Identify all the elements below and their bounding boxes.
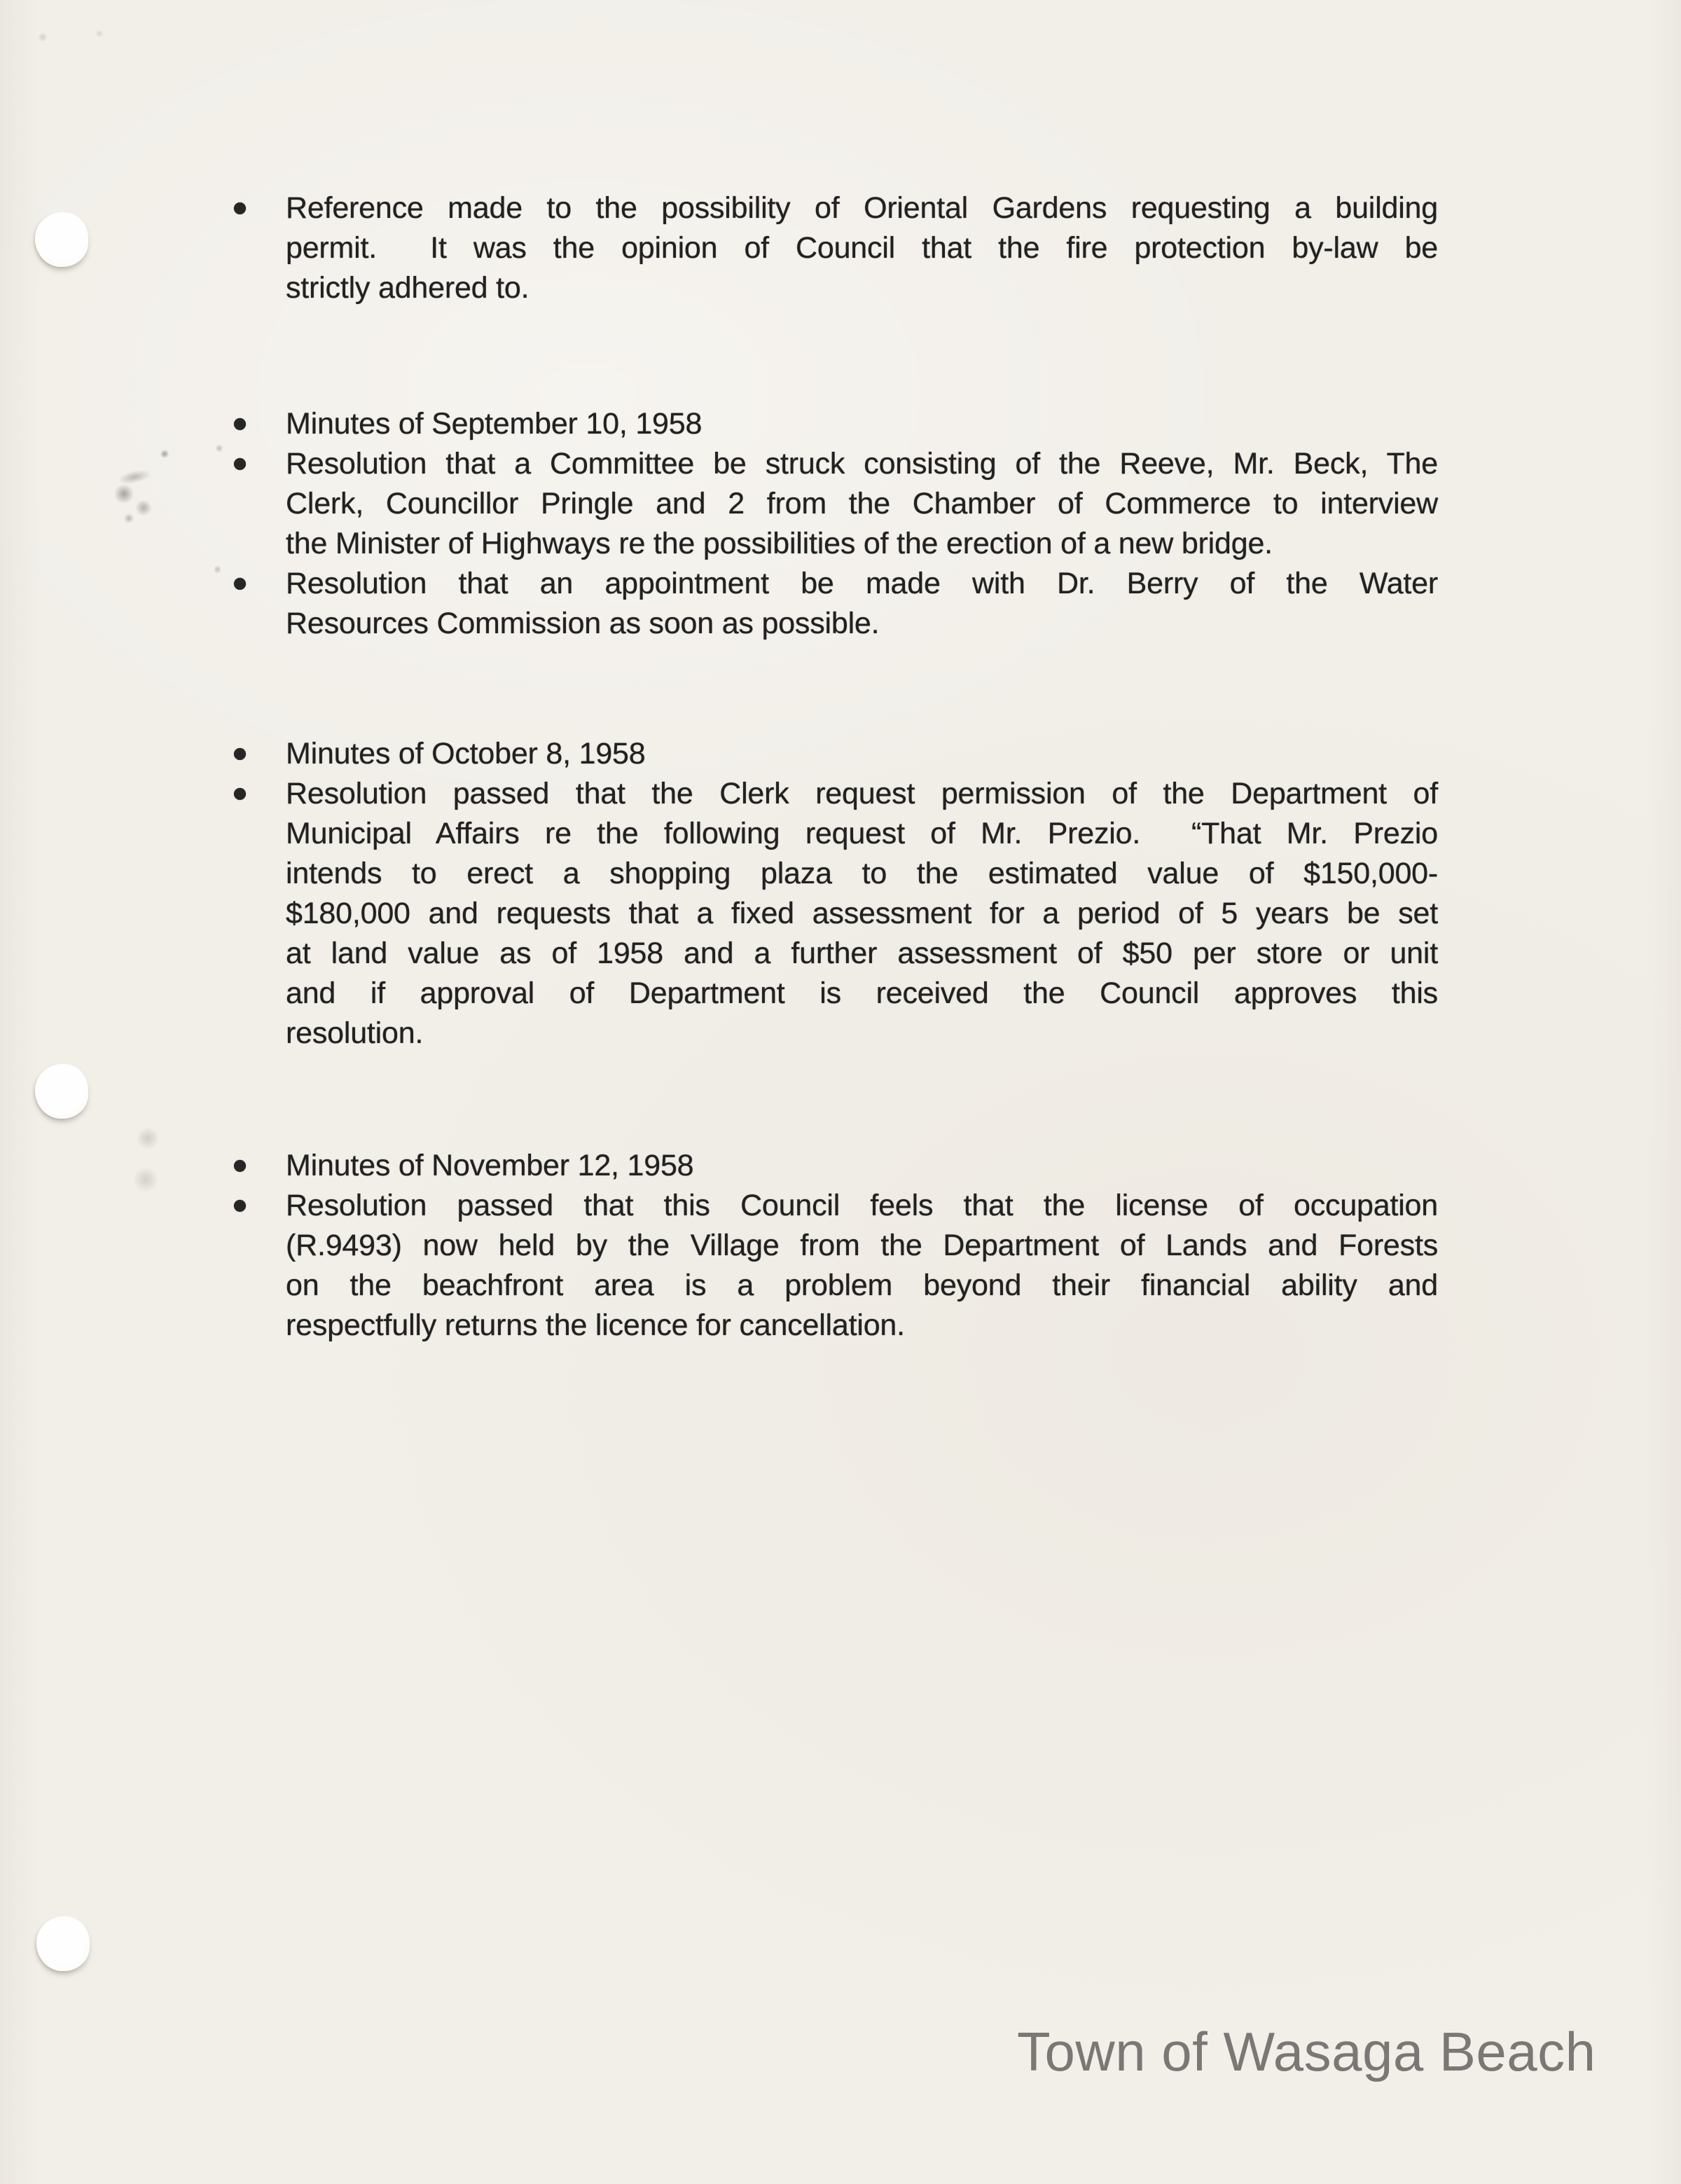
text-line: Municipal Affairs re the following request of Mr. Prezio. “That Mr. Prezio [286, 817, 1438, 850]
text-line: Resolution that an appointment be made with Dr. Berry of the Water [286, 567, 1438, 600]
smudge-mark [216, 444, 223, 452]
bullet-icon [234, 748, 246, 760]
hole-punch-middle [35, 1064, 88, 1119]
bullet-icon [234, 418, 246, 430]
section-minutes-october [286, 734, 1438, 1053]
text-line: Clerk, Councillor Pringle and 2 from the Chamber of Commerce to interview [286, 487, 1438, 520]
text-line: permit. It was the opinion of Council that the fire protection by-law be [286, 231, 1438, 265]
smudge-mark [123, 513, 134, 523]
text-line: the Minister of Highways re the possibilities of the erection of a new bridge. [286, 527, 1273, 560]
text-line: resolution. [286, 1016, 424, 1050]
text-line: respectfully returns the licence for cancellation. [286, 1308, 905, 1342]
list-item [286, 1146, 1438, 1186]
section-minutes-september [286, 404, 1438, 644]
list-item [286, 188, 1438, 308]
text-line: Resources Commission as soon as possible. [286, 607, 880, 640]
smudge-mark [117, 467, 153, 487]
bullet-icon [234, 458, 246, 470]
smudge-mark [137, 1126, 158, 1150]
text-line: (R.9493) now held by the Village from the Department of Lands and Forests [286, 1229, 1438, 1262]
list-item [286, 1186, 1438, 1346]
hole-punch-top [35, 212, 88, 267]
list-item [286, 564, 1438, 644]
bullet-icon [234, 1200, 246, 1212]
text-line: intends to erect a shopping plaza to the estimated value of $150,000- [286, 857, 1438, 890]
smudge-mark [113, 485, 134, 503]
text-line: $180,000 and requests that a fixed assessment for a period of 5 years be set [286, 897, 1438, 930]
document-body [286, 188, 1438, 1346]
list-item [286, 734, 1438, 774]
text-line: Reference made to the possibility of Oriental Gardens requesting a building [286, 191, 1438, 225]
list-item [286, 774, 1438, 1053]
list-item [286, 444, 1438, 564]
bullet-icon [234, 202, 246, 214]
text-line: strictly adhered to. [286, 271, 530, 305]
footer-watermark: Town of Wasaga Beach [1017, 2021, 1596, 2082]
section-minutes-november [286, 1146, 1438, 1346]
smudge-mark [95, 29, 104, 38]
section-oriental-gardens [286, 188, 1438, 308]
text-line: Resolution passed that the Clerk request permission of the Department of [286, 777, 1438, 810]
smudge-mark [38, 32, 48, 42]
bullet-icon [234, 788, 246, 800]
text-line: and if approval of Department is received the Council approves this [286, 976, 1438, 1010]
text-line: on the beachfront area is a problem beyond their financial ability and [286, 1269, 1438, 1302]
bullet-icon [234, 1160, 246, 1172]
bullet-icon [234, 578, 246, 590]
smudge-mark [134, 500, 153, 516]
list-item [286, 404, 1438, 444]
smudge-mark [134, 1166, 157, 1194]
minutes-heading: Minutes of September 10, 1958 [286, 407, 703, 441]
minutes-heading: Minutes of October 8, 1958 [286, 737, 646, 770]
smudge-mark [214, 565, 221, 574]
smudge-mark [160, 450, 170, 458]
text-line: Resolution passed that this Council feels that the license of occupation [286, 1189, 1438, 1222]
text-line: at land value as of 1958 and a further assessment of $50 per store or unit [286, 937, 1438, 970]
text-line: Resolution that a Committee be struck consisting of the Reeve, Mr. Beck, The [286, 447, 1438, 481]
hole-punch-bottom [36, 1916, 90, 1971]
minutes-heading: Minutes of November 12, 1958 [286, 1149, 694, 1182]
